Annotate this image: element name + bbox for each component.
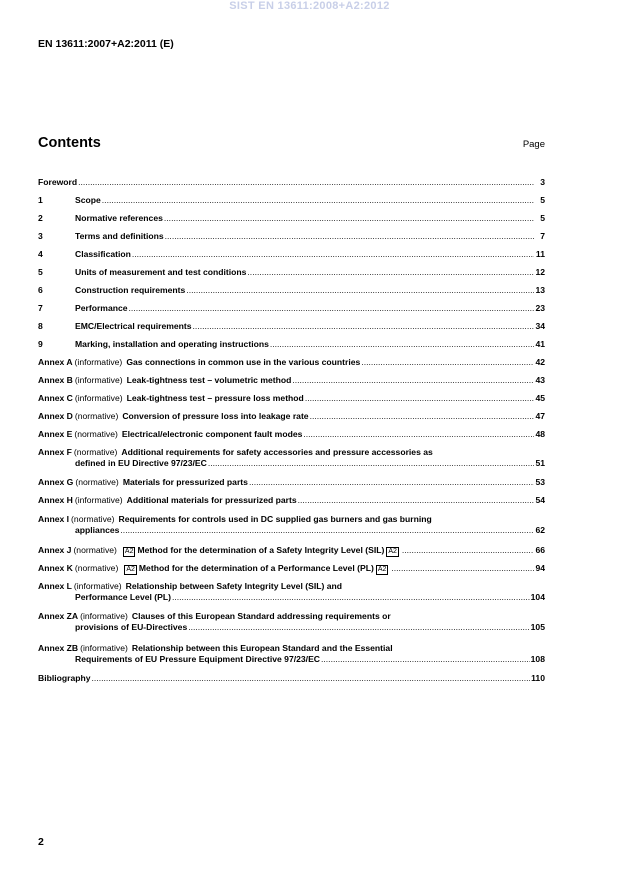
toc-entry-3[interactable] xyxy=(38,231,545,242)
annex-title-cont: defined in EU Directive 97/23/EC xyxy=(75,457,207,468)
annex-kind: (informative) xyxy=(74,357,123,367)
annex-label: Annex L xyxy=(38,581,72,591)
toc-page: 110 xyxy=(531,673,545,683)
toc-page: 23 xyxy=(535,303,545,313)
amendment-start-icon: A2 xyxy=(124,548,134,555)
toc-page: 5 xyxy=(540,213,545,223)
toc-entry-7[interactable] xyxy=(38,303,545,314)
toc-page: 47 xyxy=(535,411,545,421)
toc-page: 108 xyxy=(530,653,545,664)
toc-title: Performance xyxy=(75,303,128,313)
annex-title-cont: provisions of EU-Directives xyxy=(75,621,188,632)
annex-title: Electrical/electronic component fault modes xyxy=(121,429,303,439)
toc-page: 7 xyxy=(540,231,545,241)
toc-page: 51 xyxy=(535,457,545,468)
annex-kind: (normative) xyxy=(74,411,119,421)
amendment-end-icon: A2 xyxy=(377,566,387,573)
toc-annex-i[interactable] xyxy=(38,514,545,535)
toc-page: 41 xyxy=(535,339,545,349)
annex-title: Method for the determination of a Safety Integrity Level (SIL) xyxy=(137,545,385,555)
toc-page: 66 xyxy=(535,545,545,555)
annex-label: Annex ZA xyxy=(38,611,79,621)
toc-page: 12 xyxy=(535,267,545,277)
toc-annex-l[interactable] xyxy=(38,581,545,602)
toc-annex-g[interactable] xyxy=(38,477,545,488)
annex-label: Annex C xyxy=(38,393,73,403)
annex-title: Relationship between Safety Integrity Level (SIL) and xyxy=(125,581,342,591)
amendment-end-icon: A2 xyxy=(388,548,397,555)
annex-label: Annex D xyxy=(38,411,73,421)
annex-kind: (normative) xyxy=(71,514,115,524)
toc-title: Bibliography xyxy=(38,673,91,683)
annex-title: Gas connections in common use in the various countries xyxy=(126,357,361,367)
annex-title: Leak-tightness test – pressure loss method xyxy=(126,393,304,403)
toc-number: 9 xyxy=(38,339,43,349)
annex-label: Annex B xyxy=(38,375,73,385)
toc-title: Units of measurement and test conditions xyxy=(75,267,247,277)
annex-label: Annex I xyxy=(38,514,70,524)
toc-annex-d[interactable] xyxy=(38,411,545,422)
toc-entry-8[interactable] xyxy=(38,321,545,332)
toc-title: Classification xyxy=(75,249,131,259)
annex-title-cont: Performance Level (PL) xyxy=(75,591,171,602)
annex-label: Annex E xyxy=(38,429,73,439)
toc-page: 42 xyxy=(535,357,545,367)
annex-title: Conversion of pressure loss into leakage rate xyxy=(122,411,309,421)
annex-title: Additional materials for pressurized parts xyxy=(126,495,297,505)
toc-page: 94 xyxy=(535,563,545,573)
annex-title-cont: appliances xyxy=(75,524,120,535)
toc-page: 48 xyxy=(535,429,545,439)
toc-page: 105 xyxy=(530,621,545,632)
annex-kind: (informative) xyxy=(73,581,122,591)
toc-number: 5 xyxy=(38,267,43,277)
annex-kind: (informative) xyxy=(74,375,123,385)
toc-entry-6[interactable] xyxy=(38,285,545,296)
annex-kind: (normative) xyxy=(74,429,118,439)
page-column-label: Page xyxy=(522,139,545,150)
toc-title: Normative references xyxy=(75,213,163,223)
toc-entry-foreword[interactable] xyxy=(38,177,545,188)
annex-kind: (informative) xyxy=(80,643,128,653)
toc-annex-zb[interactable] xyxy=(38,643,545,664)
toc-number: 4 xyxy=(38,249,43,259)
annex-label: Annex ZB xyxy=(38,643,79,653)
annex-kind: (informative) xyxy=(74,393,123,403)
toc-entry-2[interactable] xyxy=(38,213,545,224)
toc-page: 13 xyxy=(535,285,545,295)
toc-number: 2 xyxy=(38,213,43,223)
toc-title: Marking, installation and operating instructions xyxy=(75,339,269,349)
annex-kind: (informative) xyxy=(80,611,128,621)
toc-number: 1 xyxy=(38,195,43,205)
toc-entry-1[interactable] xyxy=(38,195,545,206)
toc-page: 34 xyxy=(535,321,545,331)
annex-title: Materials for pressurized parts xyxy=(122,477,248,487)
toc-annex-b[interactable] xyxy=(38,375,545,386)
annex-title: Leak-tightness test – volumetric method xyxy=(126,375,292,385)
page-number: 2 xyxy=(38,836,44,848)
toc-annex-f[interactable] xyxy=(38,447,545,468)
toc-annex-e[interactable] xyxy=(38,429,545,440)
toc-entry-5[interactable] xyxy=(38,267,545,278)
annex-kind: (informative) xyxy=(74,495,123,505)
toc-page: 5 xyxy=(540,195,545,205)
toc-page: 45 xyxy=(535,393,545,403)
toc-number: 3 xyxy=(38,231,43,241)
toc-annex-za[interactable] xyxy=(38,611,545,632)
annex-title-cont: Requirements of EU Pressure Equipment Directive 97/23/EC xyxy=(75,653,321,664)
toc-number: 6 xyxy=(38,285,43,295)
contents-title: Contents xyxy=(38,135,101,151)
toc-annex-j[interactable] xyxy=(38,545,545,557)
toc-page: 11 xyxy=(535,249,545,259)
annex-label: Annex H xyxy=(38,495,73,505)
toc-title: Terms and definitions xyxy=(75,231,164,241)
amendment-start-icon: A2 xyxy=(126,566,135,573)
toc-title: Scope xyxy=(75,195,101,205)
toc-entry-9[interactable] xyxy=(38,339,545,350)
toc-page: 104 xyxy=(530,591,545,602)
annex-kind: (normative) xyxy=(73,447,118,457)
toc-annex-c[interactable] xyxy=(38,393,545,404)
annex-kind: (normative) xyxy=(74,563,119,573)
annex-label: Annex A xyxy=(38,357,73,367)
document-id: EN 13611:2007+A2:2011 (E) xyxy=(38,38,174,50)
watermark: SIST EN 13611:2008+A2:2012 xyxy=(229,0,390,12)
toc-page: 43 xyxy=(535,375,545,385)
toc-entry-bibliography[interactable] xyxy=(38,673,545,684)
toc-number: 8 xyxy=(38,321,43,331)
toc-number: 7 xyxy=(38,303,43,313)
toc-page: 54 xyxy=(535,495,545,505)
annex-kind: (normative) xyxy=(75,477,119,487)
annex-kind: (normative) xyxy=(73,545,117,555)
toc-annex-h[interactable] xyxy=(38,495,545,506)
annex-label: Annex K xyxy=(38,563,73,573)
toc-page: 53 xyxy=(535,477,545,487)
toc-title: Construction requirements xyxy=(75,285,186,295)
toc-page: 62 xyxy=(535,524,545,535)
toc-title: Foreword xyxy=(38,177,78,187)
toc-entry-4[interactable] xyxy=(38,249,545,260)
toc-title: EMC/Electrical requirements xyxy=(75,321,192,331)
annex-title: Relationship between this European Standard and the Essential xyxy=(131,643,393,653)
toc-annex-a[interactable] xyxy=(38,357,545,368)
annex-title: Clauses of this European Standard addressing requirements or xyxy=(131,611,391,621)
annex-label: Annex F xyxy=(38,447,72,457)
toc-annex-k[interactable] xyxy=(38,563,545,575)
toc-page: 3 xyxy=(540,177,545,187)
annex-title: Additional requirements for safety accessories and pressure accessories as xyxy=(121,447,433,457)
annex-title: Requirements for controls used in DC supplied gas burners and gas burning xyxy=(118,514,432,524)
annex-label: Annex G xyxy=(38,477,74,487)
annex-title: Method for the determination of a Performance Level (PL) xyxy=(138,563,374,573)
annex-label: Annex J xyxy=(38,545,72,555)
